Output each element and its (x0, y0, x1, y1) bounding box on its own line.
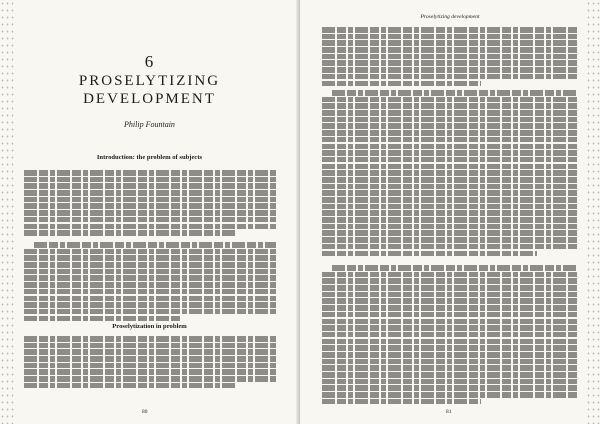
body-paragraph (24, 336, 276, 390)
body-paragraph (24, 242, 276, 322)
body-paragraph (322, 90, 578, 257)
chapter-title-line: DEVELOPMENT (83, 91, 216, 107)
chapter-title-line: PROSELYTIZING (78, 73, 221, 89)
body-paragraph (322, 265, 578, 405)
chapter-number: 6 (144, 52, 155, 71)
running-head: Proselytizing development (420, 14, 480, 20)
left-page (0, 0, 299, 424)
body-paragraph (322, 27, 578, 87)
chapter-title (0, 72, 299, 108)
body-paragraph (24, 170, 276, 237)
right-page (300, 0, 600, 424)
page-number: 80 (142, 409, 148, 415)
page-number: 81 (446, 409, 452, 415)
section-heading: Proselytization in problem (112, 323, 187, 330)
scan-edge-noise (586, 0, 600, 424)
section-heading: Introduction: the problem of subjects (96, 154, 203, 161)
chapter-author: Philip Fountain (124, 120, 175, 129)
